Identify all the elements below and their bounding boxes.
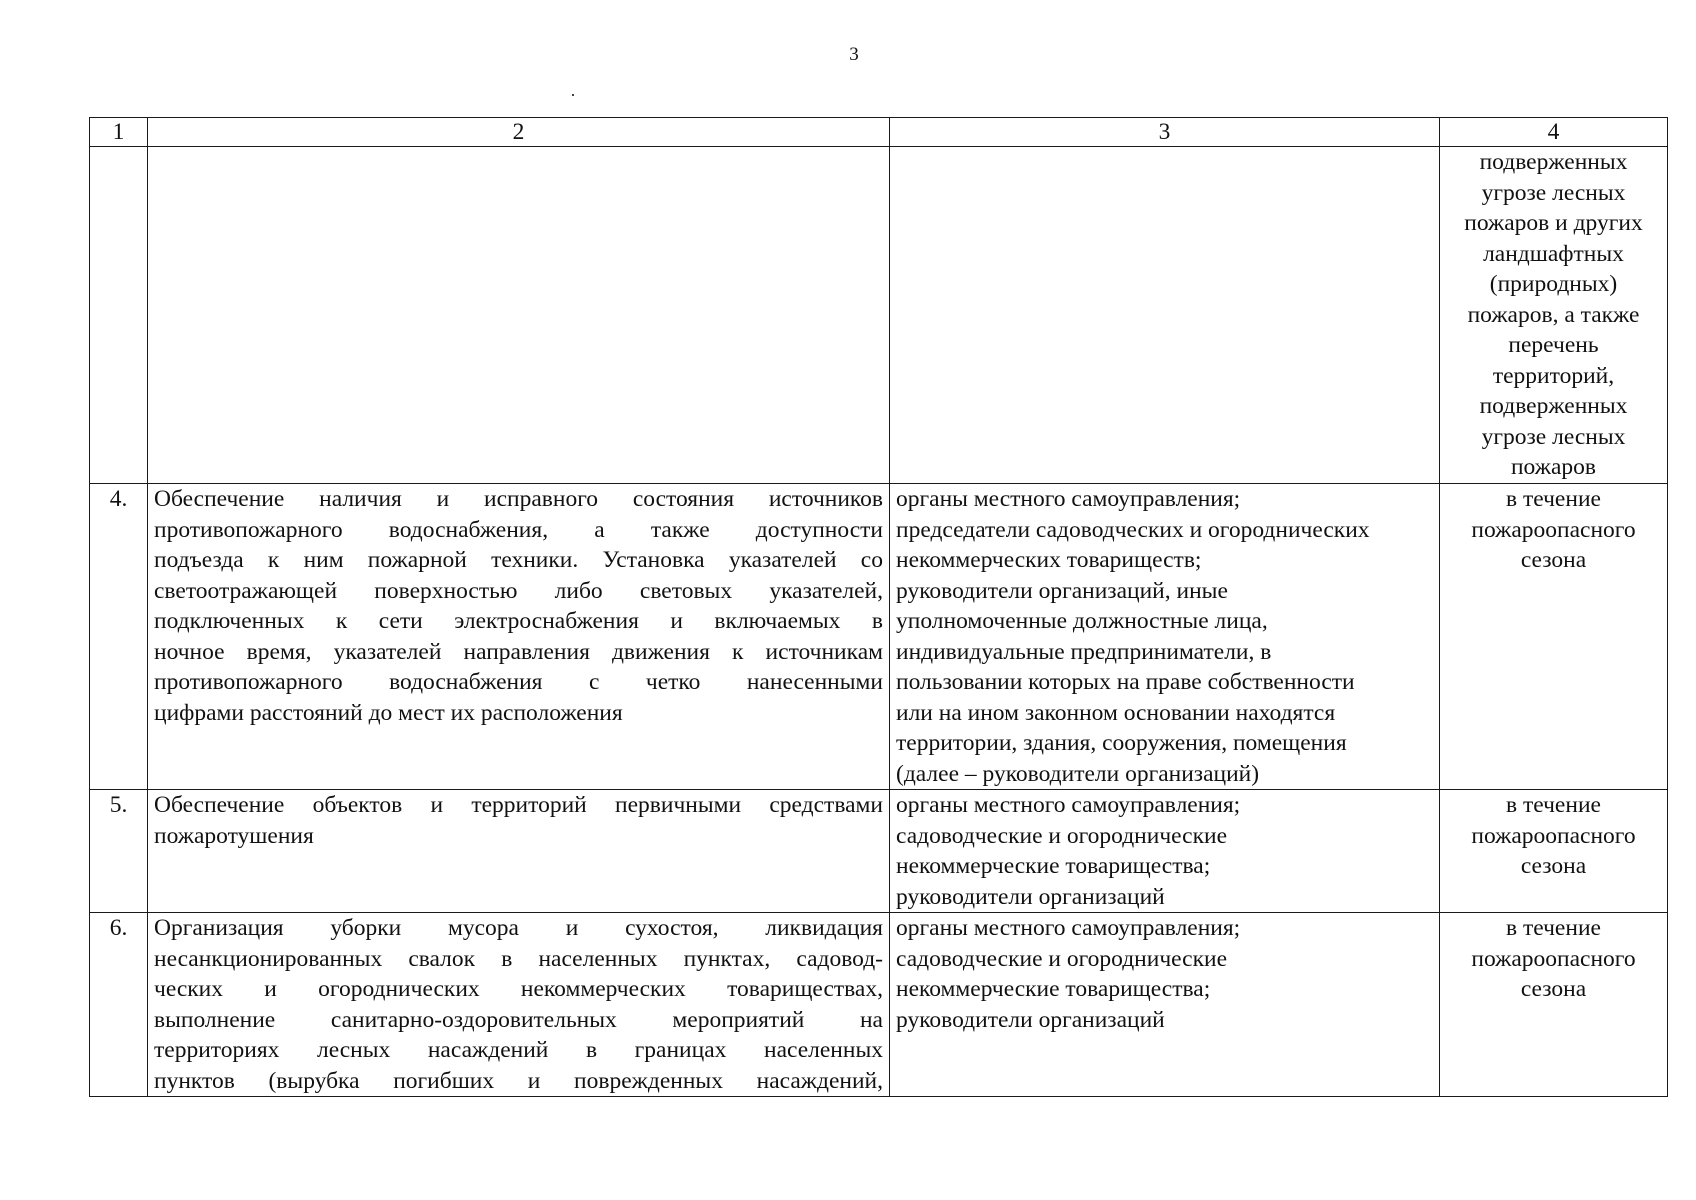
text-line: противопожарного водоснабжения с четко нанесенными bbox=[154, 669, 883, 695]
text-line: руководители организаций bbox=[896, 883, 1165, 910]
text-line: пожароопасного bbox=[1471, 516, 1636, 543]
table-row bbox=[90, 790, 1668, 913]
text-line: руководители организаций bbox=[896, 1006, 1165, 1033]
row-number: 5. bbox=[90, 790, 148, 913]
text-line: органы местного самоуправления; bbox=[896, 915, 1241, 941]
text-line: территории, здания, сооружения, помещения bbox=[896, 730, 1347, 756]
text-line: светоотражающей поверхностью либо световых указателей, bbox=[154, 577, 883, 604]
text-line: пожаров, а также bbox=[1467, 301, 1640, 328]
cell-responsible bbox=[890, 790, 1440, 913]
header-col-4: 4 bbox=[1440, 118, 1668, 147]
text-line: председатели садоводческих и огороднических bbox=[896, 516, 1370, 543]
text-line: некоммерческие товарищества; bbox=[896, 976, 1211, 1002]
text-line: пожаров и других bbox=[1464, 210, 1643, 236]
text-line: подключенных к сети электроснабжения и включаемых в bbox=[154, 608, 883, 634]
text-line: противопожарного водоснабжения, а также доступности bbox=[154, 516, 883, 543]
text-line: территорий, bbox=[1492, 362, 1615, 389]
text-line: цифрами расстояний до мест их расположения bbox=[154, 699, 623, 726]
cell-activity bbox=[148, 147, 890, 484]
cell-activity bbox=[148, 790, 890, 913]
cell-activity bbox=[148, 913, 890, 1097]
text-line: некоммерческих товариществ; bbox=[896, 547, 1202, 573]
text-line: ческих и огороднических некоммерческих товариществах, bbox=[154, 976, 883, 1002]
text-line: перечень bbox=[1508, 332, 1599, 358]
table-row-continuation bbox=[90, 147, 1668, 484]
text-line: пожароопасного bbox=[1471, 822, 1636, 849]
text-line: органы местного самоуправления; bbox=[896, 792, 1241, 818]
cell-deadline bbox=[1440, 484, 1668, 790]
text-line: пожаров bbox=[1510, 454, 1596, 480]
text-line: индивидуальные предприниматели, в bbox=[896, 638, 1272, 665]
text-line: садоводческие и огороднические bbox=[896, 945, 1228, 972]
text-line: некоммерческие товарищества; bbox=[896, 853, 1211, 879]
cell-activity bbox=[148, 484, 890, 790]
text-line: садоводческие и огороднические bbox=[896, 822, 1228, 849]
text-line: подверженных bbox=[1479, 149, 1628, 175]
cell-deadline bbox=[1440, 147, 1668, 484]
cell-deadline bbox=[1440, 790, 1668, 913]
text-line: Организация уборки мусора и сухостоя, ликвидация bbox=[154, 915, 883, 941]
text-line: территориях лесных насаждений в границах населенных bbox=[154, 1037, 883, 1063]
text-line: уполномоченные должностные лица, bbox=[896, 608, 1268, 634]
text-line: сезона bbox=[1520, 853, 1587, 879]
text-line: в течение bbox=[1506, 486, 1601, 512]
text-line: подъезда к ним пожарной техники. Установка указателей со bbox=[154, 547, 883, 573]
table-row bbox=[90, 484, 1668, 790]
header-col-2: 2 bbox=[148, 118, 890, 147]
text-line: или на ином законном основании находятся bbox=[896, 699, 1336, 726]
measures-table bbox=[89, 117, 1668, 1097]
text-line: выполнение санитарно-оздоровительных мероприятий на bbox=[154, 1006, 883, 1033]
text-line: угрозе лесных bbox=[1481, 179, 1626, 206]
text-line: Обеспечение объектов и территорий первичными средствами bbox=[154, 792, 883, 818]
cell-responsible bbox=[890, 147, 1440, 484]
text-line: пожароопасного bbox=[1471, 945, 1636, 972]
text-line: несанкционированных свалок в населенных пунктах, садовод- bbox=[154, 945, 883, 972]
page-number: 3 bbox=[849, 44, 859, 65]
text-line: сезона bbox=[1520, 547, 1587, 573]
text-line: (далее – руководители организаций) bbox=[896, 760, 1260, 787]
text-line: пользовании которых на праве собственности bbox=[896, 669, 1355, 695]
text-line: в течение bbox=[1506, 792, 1601, 818]
table-row bbox=[90, 913, 1668, 1097]
text-line: Обеспечение наличия и исправного состояния источников bbox=[154, 486, 883, 512]
text-line: (природных) bbox=[1489, 271, 1618, 297]
text-line: ландшафтных bbox=[1483, 240, 1624, 267]
text-line: подверженных bbox=[1479, 393, 1628, 419]
text-line: в течение bbox=[1506, 915, 1601, 941]
text-line: органы местного самоуправления; bbox=[896, 486, 1241, 512]
text-line: пунктов (вырубка погибших и поврежденных насаждений, bbox=[154, 1067, 883, 1094]
scan-speck bbox=[572, 94, 574, 96]
cell-responsible bbox=[890, 484, 1440, 790]
text-line: руководители организаций, иные bbox=[896, 577, 1228, 604]
text-line: угрозе лесных bbox=[1481, 423, 1626, 450]
cell-deadline bbox=[1440, 913, 1668, 1097]
header-col-3: 3 bbox=[890, 118, 1440, 147]
row-number: 4. bbox=[90, 484, 148, 790]
text-line: ночное время, указателей направления движения к источникам bbox=[154, 638, 883, 665]
row-number: 6. bbox=[90, 913, 148, 1097]
header-col-1: 1 bbox=[90, 118, 148, 147]
cell-responsible bbox=[890, 913, 1440, 1097]
table-header-row bbox=[90, 118, 1668, 147]
text-line: сезона bbox=[1520, 976, 1587, 1002]
text-line: пожаротушения bbox=[154, 822, 314, 849]
cell-num bbox=[90, 147, 148, 484]
